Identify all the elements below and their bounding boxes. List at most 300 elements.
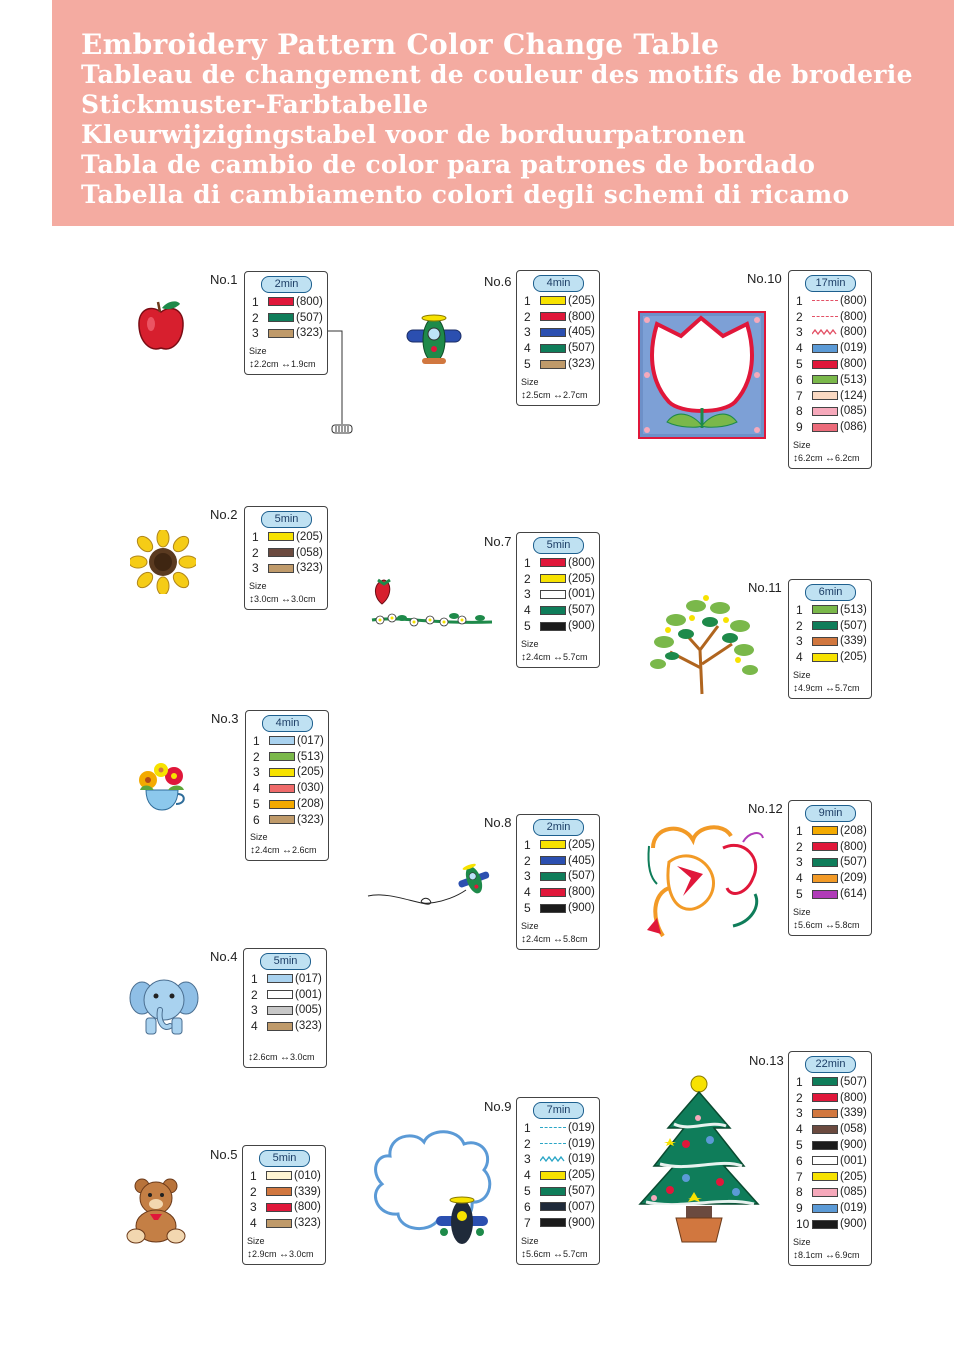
color-step-number: 6 [253, 812, 260, 827]
color-swatch [268, 548, 294, 557]
width-arrow-icon: ↔ [280, 1052, 291, 1063]
color-row [253, 765, 324, 781]
color-step-number: 4 [796, 1122, 803, 1137]
color-row [252, 326, 323, 342]
color-row [524, 618, 595, 634]
size-label: Size [521, 921, 539, 931]
thread-code: (205) [296, 530, 323, 543]
color-row [796, 388, 867, 404]
thread-code: (205) [568, 1169, 595, 1182]
title-dutch: Kleurwijzigingstabel voor de borduurpatronen [81, 120, 746, 149]
color-step-number: 2 [251, 987, 258, 1002]
width-value: 3.0cm [291, 594, 316, 604]
color-row [524, 587, 595, 603]
color-step-number: 4 [524, 341, 531, 356]
color-row [524, 555, 595, 571]
color-row [524, 1199, 595, 1215]
color-row [524, 1136, 595, 1152]
width-arrow-icon: ↔ [825, 683, 836, 694]
color-step-number: 1 [251, 971, 258, 986]
color-row [796, 1090, 867, 1106]
time-badge: 2min [533, 819, 584, 836]
time-badge: 6min [805, 584, 856, 601]
size-label: Size [793, 1237, 811, 1247]
color-swatch [540, 606, 566, 615]
color-swatch [540, 558, 566, 567]
color-step-number: 1 [253, 733, 260, 748]
color-row [253, 796, 324, 812]
thread-code: (001) [568, 588, 595, 601]
color-swatch [540, 296, 566, 305]
color-step-number: 9 [796, 420, 803, 435]
color-row [524, 1183, 595, 1199]
color-swatch [540, 1218, 566, 1227]
color-swatch [266, 1187, 292, 1196]
color-swatch [812, 300, 838, 302]
height-arrow-icon: ↕ [793, 1250, 798, 1261]
pattern-no8-number: No.8 [484, 815, 512, 830]
color-row [524, 309, 595, 325]
strawberry-vine-icon [370, 578, 494, 632]
color-step-number: 5 [253, 797, 260, 812]
thread-code: (205) [840, 651, 867, 664]
elephant-icon [128, 974, 200, 1038]
thread-code: (800) [568, 310, 595, 323]
thread-code: (205) [297, 766, 324, 779]
thread-code: (800) [840, 358, 867, 371]
cloud-frame-icon [370, 1126, 498, 1250]
color-row [253, 749, 324, 765]
color-swatch [267, 1022, 293, 1031]
color-swatch [266, 1203, 292, 1212]
color-row [253, 780, 324, 796]
thread-code: (058) [296, 546, 323, 559]
pattern-no6-card [516, 270, 600, 406]
color-step-number: 4 [796, 871, 803, 886]
color-step-number: 7 [796, 388, 803, 403]
title-german: Stickmuster-Farbtabelle [81, 90, 429, 119]
width-arrow-icon: ↔ [553, 652, 564, 663]
color-step-number: 5 [524, 1184, 531, 1199]
time-badge: 9min [805, 805, 856, 822]
width-value: 5.8cm [563, 934, 588, 944]
color-swatch [812, 1093, 838, 1102]
thread-code: (900) [568, 902, 595, 915]
color-row [524, 853, 595, 869]
thread-code: (010) [294, 1169, 321, 1182]
color-step-number: 1 [524, 1120, 531, 1135]
color-swatch [540, 622, 566, 631]
height-arrow-icon: ↕ [793, 453, 798, 464]
color-swatch [268, 564, 294, 573]
size-dimensions [249, 594, 316, 605]
color-step-number: 8 [796, 404, 803, 419]
height-value: 5.6cm [526, 1249, 554, 1259]
color-swatch [540, 1187, 566, 1196]
color-step-number: 3 [796, 325, 803, 340]
time-badge: 5min [261, 511, 312, 528]
size-dimensions [521, 652, 588, 663]
time-badge: 7min [533, 1102, 584, 1119]
thread-code: (208) [840, 824, 867, 837]
teddy-bear-icon [124, 1176, 188, 1244]
thread-code: (001) [295, 988, 322, 1001]
height-value: 2.4cm [526, 652, 554, 662]
sunflower-icon [130, 530, 196, 594]
color-row [252, 310, 323, 326]
thread-code: (513) [840, 603, 867, 616]
pattern-no7-card [516, 532, 600, 668]
height-arrow-icon: ↕ [521, 390, 526, 401]
color-row [796, 309, 867, 325]
color-row [796, 293, 867, 309]
thread-code: (085) [840, 405, 867, 418]
pattern-no2-number: No.2 [210, 507, 238, 522]
size-label: Size [247, 1236, 265, 1246]
height-value: 8.1cm [798, 1250, 826, 1260]
thread-code: (507) [840, 1075, 867, 1088]
color-row [250, 1215, 321, 1231]
color-step-number: 4 [524, 1168, 531, 1183]
pattern-no11-card [788, 579, 872, 699]
title-english: Embroidery Pattern Color Change Table [81, 28, 720, 61]
color-step-number: 3 [250, 1200, 257, 1215]
thread-code: (507) [840, 856, 867, 869]
color-step-number: 4 [524, 603, 531, 618]
width-arrow-icon: ↔ [281, 359, 292, 370]
size-label: Size [250, 832, 268, 842]
size-dimensions [521, 934, 588, 945]
width-arrow-icon: ↔ [553, 934, 564, 945]
color-swatch [269, 736, 295, 745]
pattern-no3-card [245, 710, 329, 861]
width-value: 5.7cm [563, 1249, 588, 1259]
color-swatch [540, 328, 566, 337]
thread-code: (800) [840, 326, 867, 339]
pattern-no12-card [788, 800, 872, 936]
color-step-number: 6 [524, 1199, 531, 1214]
width-arrow-icon: ↔ [825, 453, 836, 464]
color-step-number: 2 [252, 310, 259, 325]
needle-plate-icon [331, 424, 353, 434]
color-row [796, 1121, 867, 1137]
color-step-number: 1 [796, 293, 803, 308]
color-row [796, 325, 867, 341]
time-badge: 2min [261, 276, 312, 293]
time-badge: 5min [259, 1150, 310, 1167]
color-swatch [540, 574, 566, 583]
pattern-no13-card [788, 1051, 872, 1266]
airplane-icon [405, 312, 463, 368]
thread-code: (323) [296, 562, 323, 575]
color-swatch [540, 872, 566, 881]
color-row [796, 649, 867, 665]
width-arrow-icon: ↔ [279, 1249, 290, 1260]
color-row [524, 1120, 595, 1136]
color-swatch [812, 423, 838, 432]
color-swatch [812, 391, 838, 400]
size-label: Size [793, 670, 811, 680]
color-row [796, 1137, 867, 1153]
size-dimensions [247, 1249, 314, 1260]
color-swatch [267, 974, 293, 983]
flower-cup-icon [132, 760, 194, 812]
color-swatch [268, 297, 294, 306]
thread-code: (209) [840, 872, 867, 885]
color-swatch [540, 840, 566, 849]
thread-code: (205) [568, 572, 595, 585]
thread-code: (323) [296, 327, 323, 340]
color-step-number: 5 [524, 901, 531, 916]
color-step-number: 1 [796, 1074, 803, 1089]
size-label: Size [521, 377, 539, 387]
color-row [250, 1168, 321, 1184]
color-row [252, 561, 323, 577]
thread-code: (058) [840, 1123, 867, 1136]
time-badge: 22min [805, 1056, 856, 1073]
color-swatch [540, 1155, 566, 1163]
width-arrow-icon: ↔ [825, 920, 836, 931]
color-row [796, 634, 867, 650]
color-row [796, 839, 867, 855]
color-row [252, 529, 323, 545]
color-step-number: 5 [524, 619, 531, 634]
color-swatch [812, 826, 838, 835]
color-step-number: 6 [796, 1153, 803, 1168]
pattern-no6-number: No.6 [484, 274, 512, 289]
thread-code: (019) [568, 1137, 595, 1150]
width-value: 6.9cm [835, 1250, 860, 1260]
color-swatch [812, 637, 838, 646]
color-swatch [812, 653, 838, 662]
pattern-no13-number: No.13 [749, 1053, 784, 1068]
width-arrow-icon: ↔ [825, 1250, 836, 1261]
color-step-number: 3 [524, 325, 531, 340]
thread-code: (323) [297, 813, 324, 826]
page-header [52, 0, 954, 226]
color-swatch [540, 1143, 566, 1145]
color-swatch [269, 800, 295, 809]
thread-code: (019) [568, 1121, 595, 1134]
color-row [796, 1106, 867, 1122]
color-swatch [267, 1006, 293, 1015]
color-step-number: 5 [796, 357, 803, 372]
color-row [796, 1153, 867, 1169]
color-row [251, 1003, 322, 1019]
thread-code: (208) [297, 798, 324, 811]
color-step-number: 4 [253, 781, 260, 796]
color-swatch [812, 1204, 838, 1213]
color-swatch [269, 815, 295, 824]
size-dimensions [521, 1249, 588, 1260]
color-step-number: 5 [796, 887, 803, 902]
color-step-number: 3 [796, 634, 803, 649]
width-value: 5.7cm [835, 683, 860, 693]
color-step-number: 2 [524, 309, 531, 324]
thread-code: (019) [568, 1153, 595, 1166]
color-row [250, 1200, 321, 1216]
color-step-number: 3 [252, 561, 259, 576]
color-step-number: 9 [796, 1201, 803, 1216]
color-swatch [812, 1156, 838, 1165]
color-swatch [812, 407, 838, 416]
size-dimensions [248, 1052, 315, 1063]
thread-code: (507) [296, 311, 323, 324]
color-swatch [269, 752, 295, 761]
color-row [524, 1167, 595, 1183]
color-row [796, 1169, 867, 1185]
color-row [252, 294, 323, 310]
color-row [796, 1216, 867, 1232]
thread-code: (205) [568, 838, 595, 851]
pattern-no9-card [516, 1097, 600, 1265]
pattern-no1-number: No.1 [210, 272, 238, 287]
color-swatch [268, 532, 294, 541]
color-step-number: 7 [524, 1215, 531, 1230]
color-swatch [269, 784, 295, 793]
thread-code: (507) [568, 342, 595, 355]
thread-code: (007) [568, 1200, 595, 1213]
width-value: 1.9cm [291, 359, 316, 369]
pattern-no3-number: No.3 [211, 711, 239, 726]
size-dimensions [793, 920, 860, 931]
color-step-number: 4 [796, 650, 803, 665]
color-step-number: 4 [796, 341, 803, 356]
color-row [524, 325, 595, 341]
thread-code: (900) [568, 620, 595, 633]
color-row [524, 602, 595, 618]
color-step-number: 3 [251, 1003, 258, 1018]
color-step-number: 3 [524, 869, 531, 884]
color-step-number: 1 [524, 837, 531, 852]
color-step-number: 3 [796, 855, 803, 870]
color-row [796, 340, 867, 356]
pattern-no5-number: No.5 [210, 1147, 238, 1162]
color-swatch [812, 360, 838, 369]
pattern-no10-card [788, 270, 872, 469]
thread-code: (030) [297, 782, 324, 795]
height-arrow-icon: ↕ [521, 934, 526, 945]
color-step-number: 5 [524, 357, 531, 372]
color-step-number: 4 [250, 1216, 257, 1231]
size-label: Size [249, 346, 267, 356]
thread-code: (339) [294, 1185, 321, 1198]
thread-code: (001) [840, 1154, 867, 1167]
width-value: 5.7cm [563, 652, 588, 662]
apple-icon [134, 298, 188, 354]
thread-code: (019) [840, 1202, 867, 1215]
color-row [524, 293, 595, 309]
color-row [524, 340, 595, 356]
tulip-frame-icon [637, 310, 767, 440]
color-swatch [812, 1125, 838, 1134]
color-row [524, 356, 595, 372]
color-row [796, 602, 867, 618]
color-step-number: 5 [796, 1138, 803, 1153]
width-arrow-icon: ↔ [553, 390, 564, 401]
title-spanish: Tabla de cambio de color para patrones de bordado [81, 150, 816, 179]
color-row [796, 618, 867, 634]
height-value: 2.6cm [253, 1052, 281, 1062]
pattern-no4-number: No.4 [210, 949, 238, 964]
thread-code: (800) [294, 1201, 321, 1214]
color-swatch [540, 1127, 566, 1129]
color-step-number: 1 [252, 529, 259, 544]
color-swatch [812, 1172, 838, 1181]
height-arrow-icon: ↕ [248, 1052, 253, 1063]
thread-code: (339) [840, 1107, 867, 1120]
thread-code: (513) [840, 373, 867, 386]
color-step-number: 2 [796, 618, 803, 633]
thread-code: (900) [840, 1139, 867, 1152]
color-row [252, 545, 323, 561]
thread-code: (513) [297, 750, 324, 763]
height-value: 2.4cm [255, 845, 283, 855]
color-swatch [540, 1202, 566, 1211]
color-swatch [540, 312, 566, 321]
color-row [251, 987, 322, 1003]
color-step-number: 3 [524, 587, 531, 602]
color-swatch [812, 605, 838, 614]
pattern-no8-card [516, 814, 600, 950]
color-step-number: 2 [796, 839, 803, 854]
size-label: Size [521, 1236, 539, 1246]
color-row [796, 870, 867, 886]
thread-code: (405) [568, 854, 595, 867]
time-badge: 5min [533, 537, 584, 554]
color-swatch [540, 888, 566, 897]
size-label: Size [793, 440, 811, 450]
thread-code: (017) [295, 972, 322, 985]
thread-code: (800) [568, 556, 595, 569]
color-step-number: 7 [796, 1169, 803, 1184]
color-row [524, 837, 595, 853]
christmas-tree-icon [630, 1074, 768, 1244]
width-arrow-icon: ↔ [282, 845, 293, 856]
color-swatch [812, 890, 838, 899]
color-step-number: 3 [524, 1152, 531, 1167]
thread-code: (800) [840, 840, 867, 853]
color-step-number: 2 [796, 1090, 803, 1105]
color-swatch [812, 858, 838, 867]
thread-code: (405) [568, 326, 595, 339]
height-value: 2.9cm [252, 1249, 280, 1259]
color-step-number: 2 [250, 1184, 257, 1199]
thread-code: (005) [295, 1004, 322, 1017]
size-dimensions [249, 359, 316, 370]
color-swatch [540, 856, 566, 865]
color-row [796, 1185, 867, 1201]
height-value: 6.2cm [798, 453, 826, 463]
color-swatch [540, 360, 566, 369]
color-step-number: 4 [524, 885, 531, 900]
thread-code: (124) [840, 389, 867, 402]
thread-code: (019) [840, 342, 867, 355]
width-arrow-icon: ↔ [553, 1249, 564, 1260]
pattern-no4-card [243, 948, 327, 1068]
color-row [796, 404, 867, 420]
color-step-number: 1 [524, 293, 531, 308]
color-step-number: 3 [252, 326, 259, 341]
color-row [524, 900, 595, 916]
thread-code: (205) [568, 294, 595, 307]
height-arrow-icon: ↕ [793, 920, 798, 931]
width-value: 3.0cm [290, 1052, 315, 1062]
thread-code: (800) [840, 1091, 867, 1104]
size-dimensions [521, 390, 588, 401]
thread-code: (800) [568, 886, 595, 899]
pattern-no10-number: No.10 [747, 271, 782, 286]
